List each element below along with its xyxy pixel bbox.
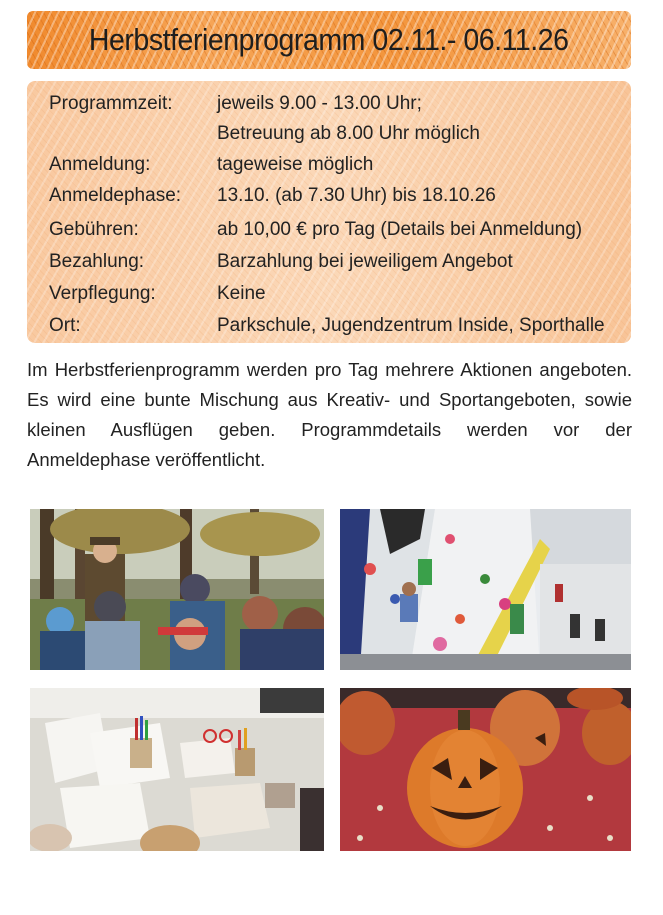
info-label: Verpflegung:: [49, 283, 156, 304]
info-label: Gebühren:: [49, 219, 139, 240]
info-value: Parkschule, Jugendzentrum Inside, Sporthalle: [217, 315, 605, 336]
info-box: [27, 81, 631, 343]
photo-forest-group: [30, 509, 324, 670]
info-value: Barzahlung bei jeweiligem Angebot: [217, 251, 513, 272]
info-label: Anmeldephase:: [49, 185, 182, 206]
info-label: Ort:: [49, 315, 81, 336]
photo-carved-pumpkins: [340, 688, 631, 851]
info-value: ab 10,00 € pro Tag (Details bei Anmeldung): [217, 219, 583, 240]
info-label: Programmzeit:: [49, 93, 173, 114]
photo-crafts-table: [30, 688, 324, 851]
photo-climbing-wall: [340, 509, 631, 670]
intro-paragraph: Im Herbstferienprogramm werden pro Tag mehrere Aktionen angeboten. Es wird eine bunte Mischung aus Kreativ- und Sportangeboten, sowie kleinen Ausflügen geben. Programmdetails werden vor der Anmeldephase veröffentlicht.: [27, 359, 632, 470]
info-value: Betreuung ab 8.00 Uhr möglich: [217, 123, 480, 144]
info-value: tageweise möglich: [217, 154, 374, 175]
info-value: 13.10. (ab 7.30 Uhr) bis 18.10.26: [217, 185, 496, 206]
page-title: Herbstferienprogramm 02.11.- 06.11.26: [89, 22, 569, 57]
info-value: Keine: [217, 283, 266, 304]
info-value: jeweils 9.00 - 13.00 Uhr;: [217, 93, 422, 114]
title-banner: [27, 11, 631, 69]
info-label: Bezahlung:: [49, 251, 145, 272]
info-label: Anmeldung:: [49, 154, 151, 175]
